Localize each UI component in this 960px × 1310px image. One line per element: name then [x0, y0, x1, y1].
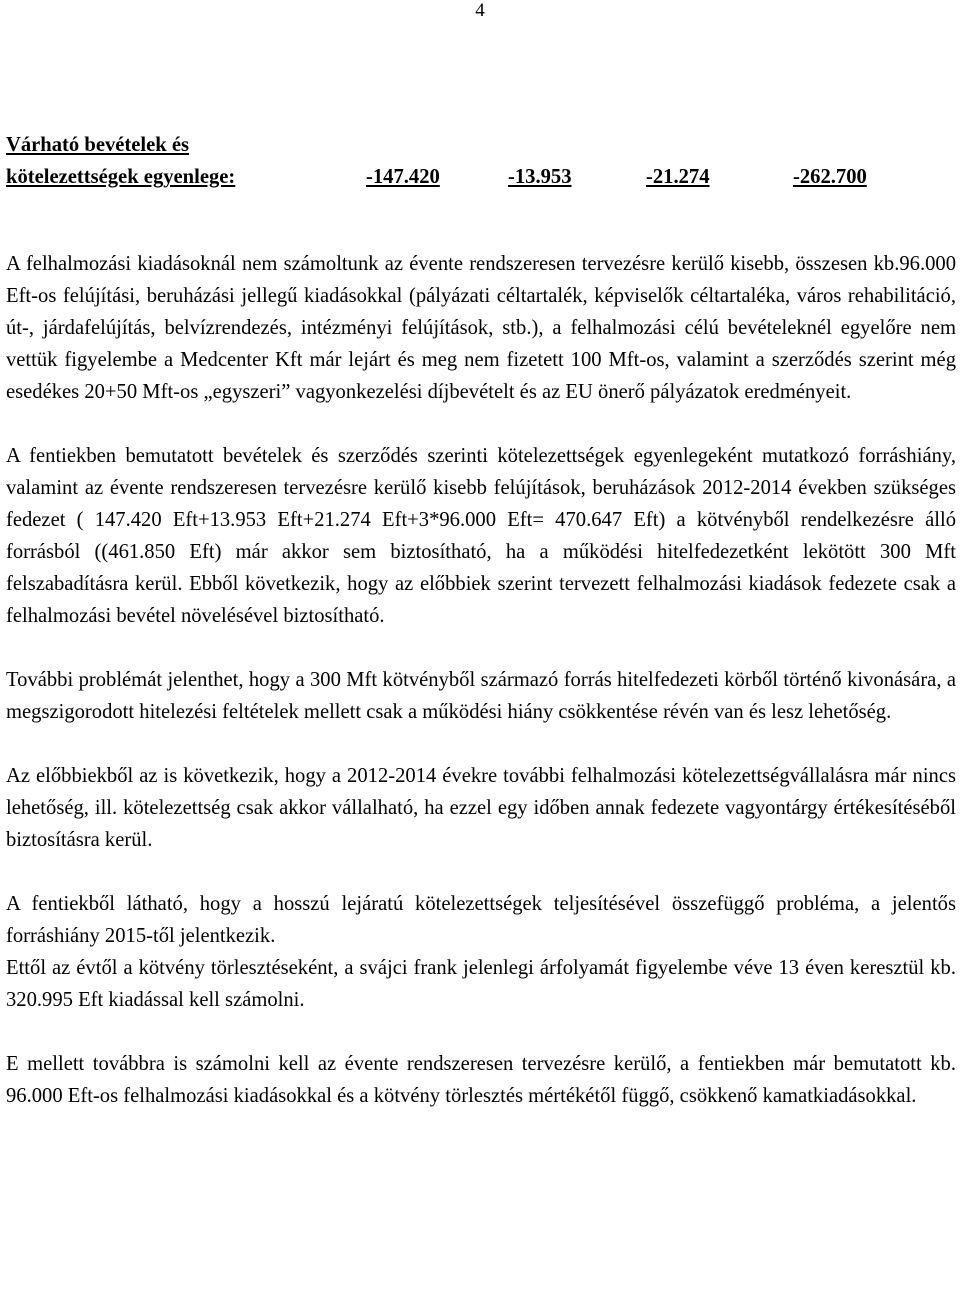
paragraph-funding-gap: A fentiekben bemutatott bevételek és szerződés szerinti kötelezettségek egyenlegeként mutatkozó forráshiány, valamint az évente rendszeresen tervezésre kerülő kisebb felújítások, beruházások 2012-2014 években szükséges fedezet ( 147.420 Eft+13.953 Eft+21.274 Eft+3*96.000 Eft= 470.647 Eft) a kötvényből rendelkezésre álló forrásból ((461.850 Eft) már akkor sem biztosítható, ha a működési hitelfedezetként lekötött 300 Mft felszabadításra kerül. Ebből következik, hogy az előbbiek szerint tervezett felhalmozási kiadások fedezete csak a felhalmozási bevétel növelésével biztosítható. [6, 445, 956, 627]
paragraph-long-term-problem: A fentiekből látható, hogy a hosszú lejáratú kötelezettségek teljesítésével összefüggő probléma, a jelentős forráshiány 2015-től jelentkezik. [6, 893, 956, 947]
document-body [6, 129, 956, 1112]
balance-label: kötelezettségek egyenlege: [6, 166, 236, 188]
balance-value-4: -262.700 [793, 166, 867, 188]
paragraph-commitments: Az előbbiekből az is következik, hogy a 2012-2014 évekre további felhalmozási kötelezettségvállalásra már nincs lehetőség, ill. kötelezettség csak akkor vállalható, ha ezzel egy időben annak fedezete vagyontárgy értékesítéséből biztosításra kerül. [6, 765, 956, 851]
paragraph-interest-expenses: E mellett továbbra is számolni kell az évente rendszeresen tervezésre kerülő, a fentiekben már bemutatott kb. 96.000 Eft-os felhalmozási kiadásokkal és a kötvény törlesztés mértékétől függő, csökkenő kamatkiadásokkal. [6, 1053, 956, 1107]
balance-value-3: -21.274 [646, 166, 710, 188]
paragraph-unplanned-expenses: A felhalmozási kiadásoknál nem számoltunk az évente rendszeresen tervezésre kerülő kisebb, összesen kb.96.000 Eft-os felújítási, beruházási jellegű kiadásokkal (pályázati céltartalék, képviselők céltartaléka, város rehabilitáció, út-, járdafelújítás, belvízrendezés, intézményi felújítások, stb.), a felhalmozási célú bevételeknél egyelőre nem vettük figyelembe a Medcenter Kft már lejárt és meg nem fizetett 100 Mft-os, valamint a szerződés szerint még esedékes 20+50 Mft-os „egyszeri” vagyonkezelési díjbevételt és az EU önerő pályázatok eredményeit. [6, 253, 956, 403]
balance-heading-row [6, 161, 956, 193]
balance-value-2: -13.953 [508, 166, 572, 188]
balance-heading-line1: Várható bevételek és [6, 134, 190, 156]
page-number: 4 [475, 0, 485, 21]
paragraph-further-problem: További problémát jelenthet, hogy a 300 Mft kötvényből származó forrás hitelfedezeti körből történő kivonására, a megszigorodott hitelezési feltételek mellett csak a működési hiány csökkentése révén van és lesz lehetőség. [6, 669, 956, 723]
paragraph-bond-repayment: Ettől az évtől a kötvény törlesztéseként, a svájci frank jelenlegi árfolyamát figyelembe véve 13 éven keresztül kb. 320.995 Eft kiadással kell számolni. [6, 957, 956, 1011]
balance-value-1: -147.420 [366, 166, 440, 188]
